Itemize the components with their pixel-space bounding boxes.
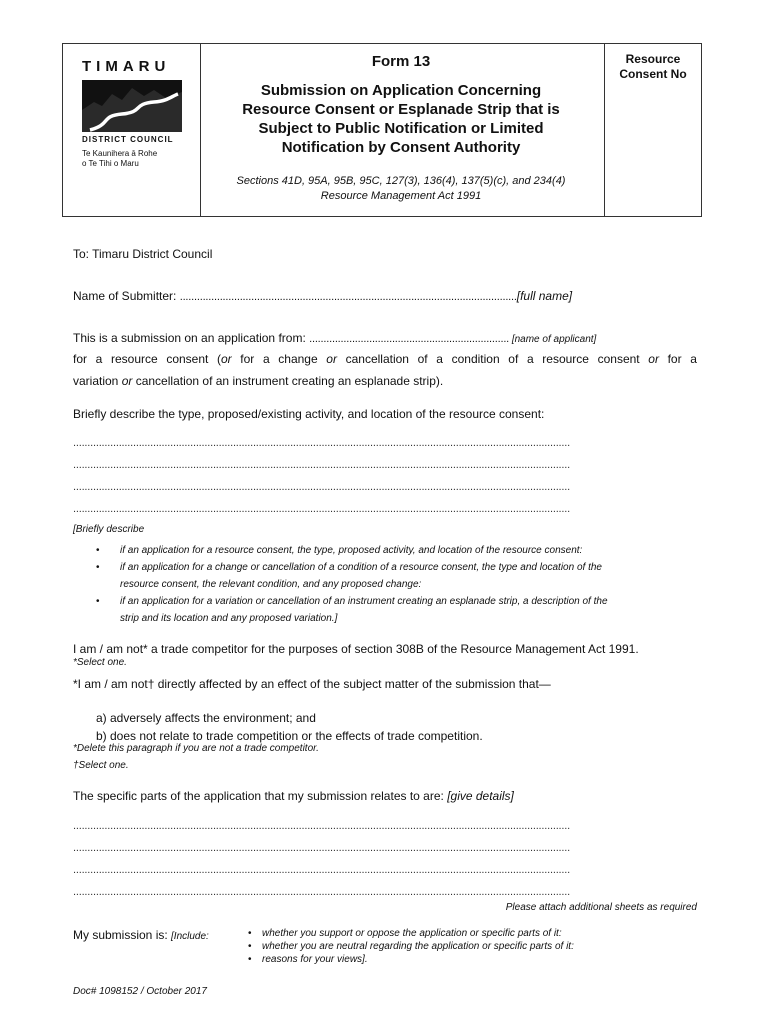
brief-bullet-list [73,542,697,627]
bullet-text: if an application for a resource consent, the type, proposed activity, and location of the resource consent: [120,545,583,556]
consent-word: a [95,352,103,366]
consent-word: cancellation [345,352,409,366]
logo-maori-line: Te Kaunihera ā Rohe [82,149,158,158]
logo-wordmark: TIMARU [82,58,171,75]
bullet-icon: • [248,941,252,952]
consent-word: resource [542,352,589,366]
trade-competitor-statement: I am / am not* a trade competitor for the purposes of section 308B of the Resource Management Act 1991. [73,642,639,656]
bullet-icon: • [248,954,252,965]
select-one-dagger-note: †Select one. [73,760,129,771]
form-number: Form 13 [371,53,431,70]
timaru-river-logo-icon [82,80,182,132]
bullet-icon: • [96,545,100,556]
form-title-line: Submission on Application Concerning [260,82,542,99]
dotted-answer-line[interactable]: .............................................................................................................................................................................. [73,481,570,493]
submitter-label: Name of Submitter: [73,289,180,303]
bullet-text: if an application for a change or cancellation of a condition of a resource consent, the type and location of the [120,562,602,573]
consent-word: consent [166,352,209,366]
to-line: To: Timaru District Council [73,247,213,261]
bullet-text: whether you support or oppose the application or specific parts of it: [262,928,562,939]
consent-word: resource [110,352,158,366]
resource-consent-no-label [604,52,702,82]
applicant-field[interactable] [73,331,596,345]
consent-word: a [262,352,270,366]
consent-word: a [436,352,443,366]
my-submission-label [73,928,209,942]
legislation-sections [200,174,602,204]
bullet-text: whether you are neutral regarding the application or specific parts of it: [262,941,574,952]
document-reference: Doc# 1098152 / October 2017 [73,986,207,997]
bullet-text: if an application for a variation or cancellation of an instrument creating an esplanade strip, a description of the [120,596,608,607]
list-item [248,953,698,966]
rc-label-line: Resource [625,52,681,66]
consent-paragraph-line1 [73,352,697,366]
applicant-dots: ...................................................................... [309,333,510,345]
sections-line: Sections 41D, 95A, 95B, 95C, 127(3), 136(4), 137(5)(c), and 234(4) [236,175,566,187]
bullet-icon: • [248,928,252,939]
consent-word: or [326,352,337,366]
list-item [73,559,697,593]
logo-maori-line: o Te Tihi o Maru [82,159,139,168]
dotted-answer-line[interactable]: .............................................................................................................................................................................. [73,886,570,898]
delete-note: *Delete this paragraph if you are not a trade competitor. [73,743,319,754]
submitter-field[interactable] [73,289,572,303]
bullet-text: strip and its location and any proposed variation.] [120,613,338,624]
brief-intro: [Briefly describe [73,524,145,535]
describe-prompt: Briefly describe the type, proposed/existing activity, and location of the resource consent: [73,407,545,421]
bullet-text: resource consent, the relevant condition, and any proposed change: [120,579,422,590]
consent-word: for [667,352,682,366]
form-title-line: Notification by Consent Authority [281,139,521,156]
consent-word: consent [597,352,640,366]
submitter-dots: ...................................................................................................................... [179,291,517,303]
include-hint: [Include: [171,931,209,942]
directly-affected-statement: *I am / am not† directly affected by an effect of the subject matter of the submission that— [73,677,551,691]
dotted-answer-line[interactable]: .............................................................................................................................................................................. [73,820,570,832]
dotted-answer-line[interactable]: .............................................................................................................................................................................. [73,503,570,515]
list-item [248,927,698,940]
form-title-line: Subject to Public Notification or Limited [258,120,544,137]
form-title-line: Resource Consent or Esplanade Strip that is [242,101,560,118]
bullet-icon: • [96,562,100,573]
consent-word: of [508,352,519,366]
item-a: a) adversely affects the environment; and [96,711,316,725]
act-name: Resource Management Act 1991 [320,190,482,202]
include-bullet-list [248,927,698,966]
consent-or: or [121,374,133,388]
specific-parts-prompt [73,789,514,803]
consent-paragraph-line2 [73,374,443,388]
dotted-answer-line[interactable]: .............................................................................................................................................................................. [73,437,570,449]
consent-word: a [526,352,534,366]
applicant-hint: [name of applicant] [509,334,597,345]
consent-text: variation [73,374,122,388]
bullet-icon: • [96,596,100,607]
dotted-answer-line[interactable]: .............................................................................................................................................................................. [73,864,570,876]
logo-council-name: DISTRICT COUNCIL [82,135,174,144]
dotted-answer-line[interactable]: .............................................................................................................................................................................. [73,842,570,854]
specific-parts-label: The specific parts of the application that my submission relates to are: [73,789,448,803]
rc-label-line: Consent No [619,67,687,81]
consent-word: of [417,352,428,366]
attach-sheets-note: Please attach additional sheets as required [505,902,697,913]
select-one-note: *Select one. [73,657,127,668]
consent-word: condition [451,352,500,366]
consent-text: cancellation of an instrument creating an esplanade strip). [132,374,444,388]
submitter-hint: [full name] [516,289,573,303]
item-b: b) does not relate to trade competition or the effects of trade competition. [96,729,483,743]
specific-parts-hint: [give details] [447,789,514,803]
submission-label: My submission is: [73,928,172,942]
list-item [73,542,697,559]
bullet-text: reasons for your views]. [262,954,368,965]
form-title [200,81,602,157]
applicant-label: This is a submission on an application from: [73,331,310,345]
consent-word: change [278,352,318,366]
consent-word: (or [216,352,232,366]
consent-word: for [240,352,255,366]
list-item [248,940,698,953]
consent-word: a [690,352,697,366]
consent-word: or [648,352,659,366]
list-item [73,593,697,627]
dotted-answer-line[interactable]: .............................................................................................................................................................................. [73,459,570,471]
consent-word: for [73,352,88,366]
